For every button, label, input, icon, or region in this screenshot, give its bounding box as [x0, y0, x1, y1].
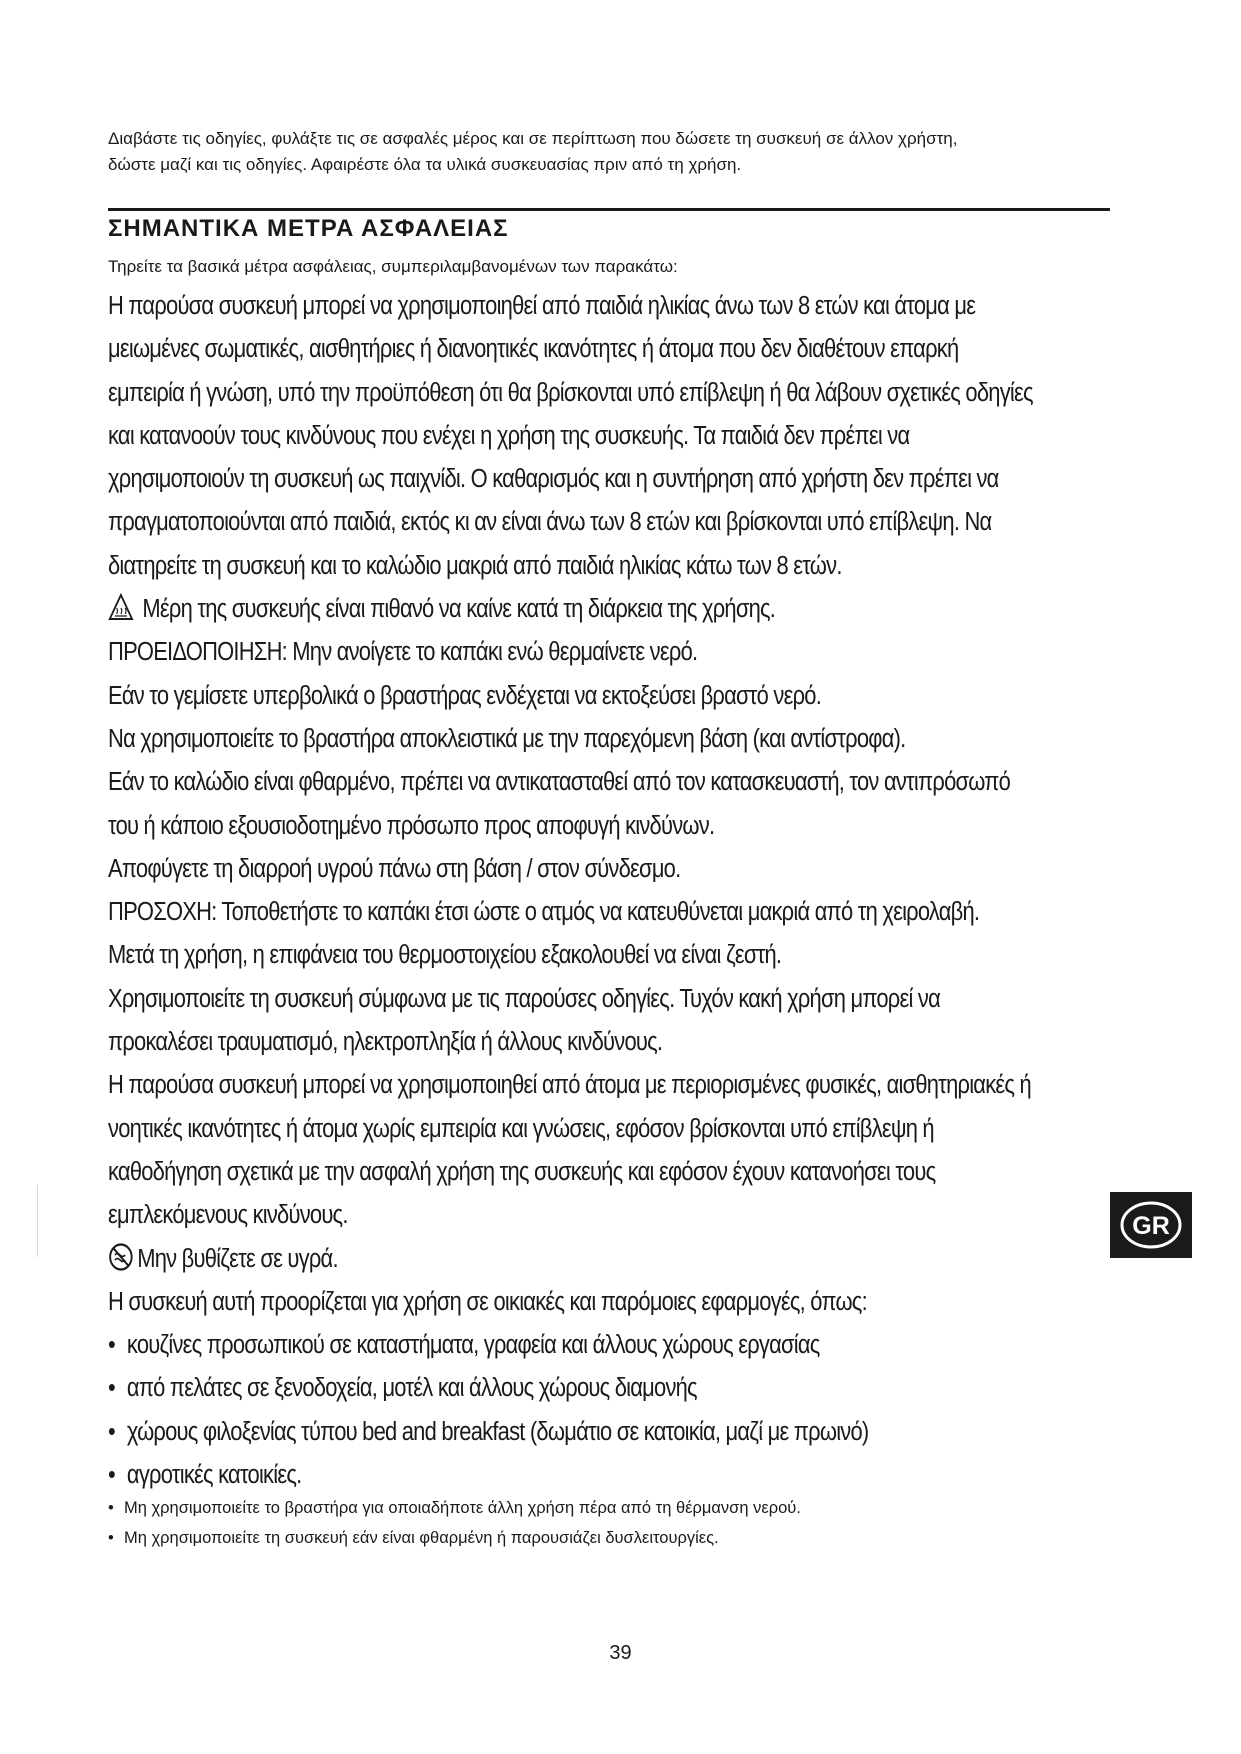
body-line: νοητικές ικανότητες ή άτομα χωρίς εμπειρία και γνώσεις, εφόσον βρίσκονται υπό επίβλεψη ή [108, 1114, 934, 1143]
body-line: διατηρείτε τη συσκευή και το καλώδιο μακριά από παιδιά ηλικίας κάτω των 8 ετών. [108, 551, 842, 580]
language-badge [1110, 1192, 1192, 1258]
margin-mark [37, 1185, 38, 1257]
body-line: εμπειρία ή γνώση, υπό την προϋπόθεση ότι θα βρίσκονται υπό επίβλεψη ή θα λάβουν σχετικές οδηγίες [108, 378, 1033, 407]
body-line: Εάν το γεμίσετε υπερβολικά ο βραστήρας ενδέχεται να εκτοξεύσει βραστό νερό. [108, 681, 822, 710]
body-line: καθοδήγηση σχετικά με την ασφαλή χρήση της συσκευής και εφόσον έχουν κατανοήσει τους [108, 1157, 936, 1186]
body-line: Χρησιμοποιείτε τη συσκευή σύμφωνα με τις παρούσες οδηγίες. Τυχόν κακή χρήση μπορεί να [108, 984, 941, 1013]
small-bullet-list [108, 1493, 801, 1553]
section-subheading: Τηρείτε τα βασικά μέτρα ασφάλειας, συμπεριλαμβανομένων των παρακάτω: [108, 257, 678, 276]
hot-warning-text: Μέρη της συσκευής είναι πιθανό να καίνε κατά τη διάρκεια της χρήσης. [142, 595, 776, 624]
no-immerse-warning [108, 1238, 1131, 1281]
body-line: πραγματοποιούνται από παιδιά, εκτός κι αν είναι άνω των 8 ετών και βρίσκονται υπό επίβλεψη. Να [108, 508, 992, 537]
body-line: ΠΡΟΣΟΧΗ: Τοποθετήστε το καπάκι έτσι ώστε ο ατμός να κατευθύνεται μακριά από τη χειρολαβή. [108, 898, 980, 927]
body-line: προκαλέσει τραυματισμό, ηλεκτροπληξία ή άλλους κινδύνους. [108, 1028, 663, 1057]
body-line: μειωμένες σωματικές, αισθητήριες ή διανοητικές ικανότητες ή άτομα που δεν διαθέτουν επαρκή [108, 335, 959, 364]
body-line: Η παρούσα συσκευή μπορεί να χρησιμοποιηθεί από παιδιά ηλικίας άνω των 8 ετών και άτομα με [108, 292, 976, 320]
body-line: Να χρησιμοποιείτε το βραστήρα αποκλειστικά με την παρεχόμενη βάση (και αντίστροφα). [108, 724, 906, 753]
hot-surface-icon [108, 592, 134, 622]
list-item: • Μη χρησιμοποιείτε τη συσκευή εάν είναι φθαρμένη ή παρουσιάζει δυσλειτουργίες. [108, 1529, 719, 1547]
heading-rule [108, 208, 1110, 211]
page-number: 39 [609, 1642, 632, 1664]
body-line: Η συσκευή αυτή προορίζεται για χρήση σε οικιακές και παρόμοιες εφαρμογές, όπως: [108, 1287, 867, 1316]
intro-line: Διαβάστε τις οδηγίες, φυλάξτε τις σε ασφαλές μέρος και σε περίπτωση που δώσετε τη συσκευή σε άλλον χρήστη, [108, 129, 958, 148]
body-line: Μετά τη χρήση, η επιφάνεια του θερμοστοιχείου εξακολουθεί να είναι ζεστή. [108, 941, 782, 970]
body-line: ΠΡΟΕΙΔΟΠΟΙΗΣΗ: Μην ανοίγετε το καπάκι ενώ θερμαίνετε νερό. [108, 638, 698, 667]
body-line: χρησιμοποιούν τη συσκευή ως παιχνίδι. Ο καθαρισμός και η συντήρηση από χρήστη δεν πρέπει να [108, 465, 999, 494]
list-item: • Μη χρησιμοποιείτε το βραστήρα για οποιαδήποτε άλλη χρήση πέρα από τη θέρμανση νερού. [108, 1499, 801, 1517]
list-item: • κουζίνες προσωπικού σε καταστήματα, γραφεία και άλλους χώρους εργασίας [108, 1331, 820, 1360]
body-line: Η παρούσα συσκευή μπορεί να χρησιμοποιηθεί από άτομα με περιορισμένες φυσικές, αισθητηριακές ή [108, 1071, 1031, 1100]
body-line: του ή κάποιο εξουσιοδοτημένο πρόσωπο προς αποφυγή κινδύνων. [108, 811, 715, 840]
body-line: Εάν το καλώδιο είναι φθαρμένο, πρέπει να αντικατασταθεί από τον κατασκευαστή, τον αντιπρόσωπό [108, 768, 1011, 797]
section-heading: ΣΗΜΑΝΤΙΚΑ ΜΕΤΡΑ ΑΣΦΑΛΕΙΑΣ [108, 215, 509, 242]
intro-line: δώστε μαζί και τις οδηγίες. Αφαιρέστε όλα τα υλικά συσκευασίας πριν από τη χρήση. [108, 155, 742, 174]
body-line: και κατανοούν τους κινδύνους που ενέχει η χρήση της συσκευής. Τα παιδιά δεν πρέπει να [108, 421, 910, 450]
no-immerse-icon [108, 1242, 134, 1272]
body-line: εμπλεκόμενους κινδύνους. [108, 1201, 348, 1230]
safety-body [108, 285, 1131, 1497]
list-item: • χώρους φιλοξενίας τύπου bed and breakfast (δωμάτιο σε κατοικία, μαζί με πρωινό) [108, 1417, 869, 1446]
hot-surface-warning [108, 588, 1131, 631]
list-item: • αγροτικές κατοικίες. [108, 1461, 302, 1490]
intro-text [108, 126, 1068, 178]
list-item: • από πελάτες σε ξενοδοχεία, μοτέλ και άλλους χώρους διαμονής [108, 1374, 697, 1403]
language-badge-oval [1119, 1199, 1183, 1251]
body-line: Αποφύγετε τη διαρροή υγρού πάνω στη βάση / στον σύνδεσμο. [108, 854, 681, 883]
language-badge-text: GR [1132, 1212, 1170, 1240]
no-immerse-text: Μην βυθίζετε σε υγρά. [137, 1244, 338, 1273]
